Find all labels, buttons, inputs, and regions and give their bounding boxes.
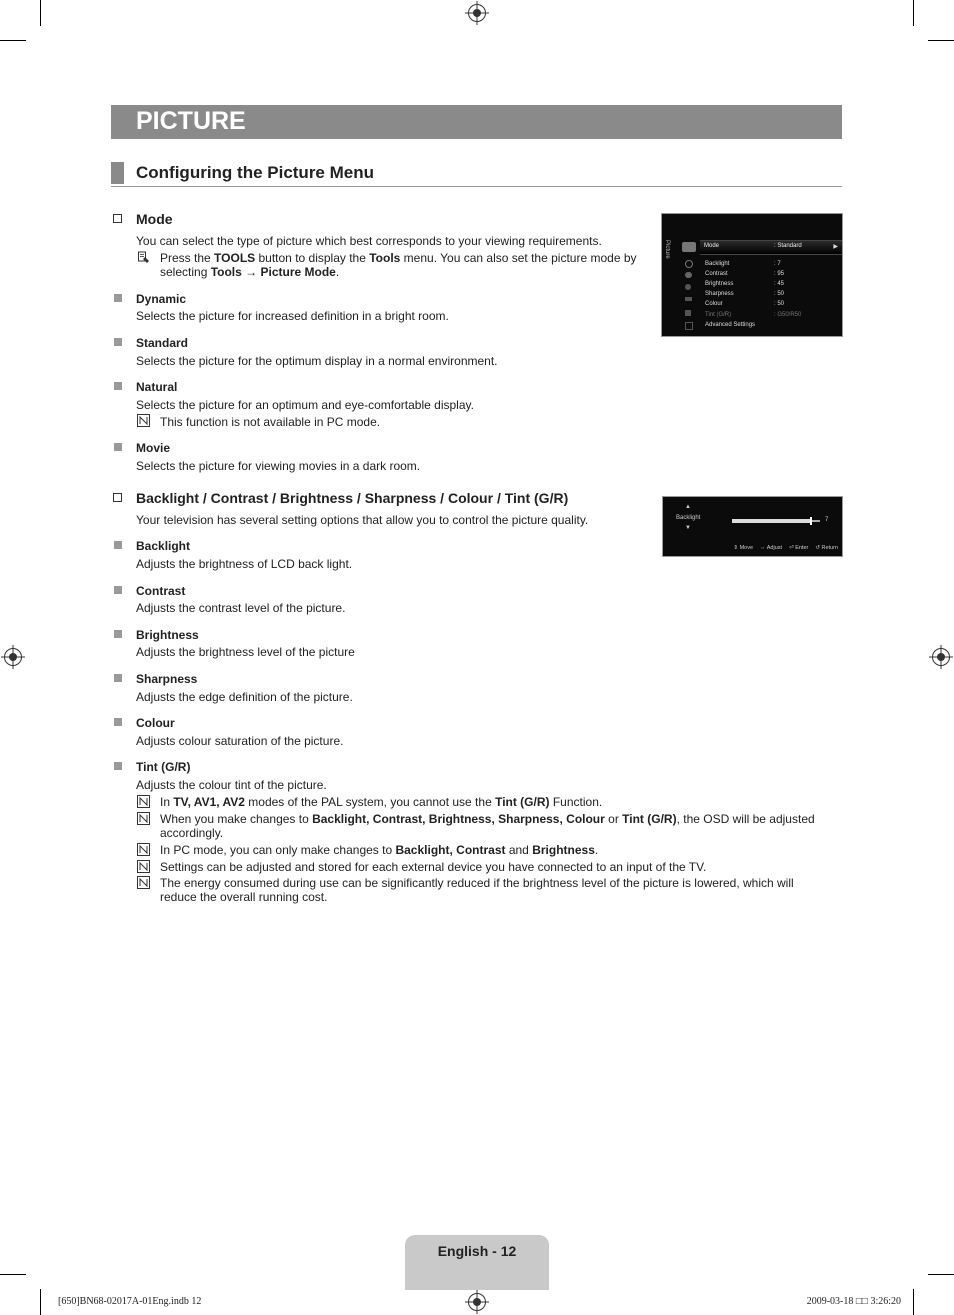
osd-hint-bar: [733, 545, 838, 551]
osd-slider-label: Backlight: [676, 515, 701, 521]
mode-intro: You can select the type of picture which best corresponds to your viewing requirements.: [136, 234, 602, 248]
osd-row-value: : G50/R50: [774, 312, 802, 318]
square-bullet-icon: [114, 382, 122, 390]
note-bold: Backlight, Contrast, Brightness, Sharpness, Colour: [312, 812, 605, 826]
section-bar: [111, 162, 124, 184]
osd-row-value: : 50: [774, 291, 785, 297]
osd-row-label: Backlight: [705, 261, 730, 267]
note-bold: Brightness: [532, 843, 595, 857]
adjust-intro: Your television has several setting options that allow you to control the picture quality.: [136, 513, 589, 527]
adjust-item-title: Colour: [136, 716, 175, 730]
registration-mark-icon: [468, 1293, 486, 1311]
crop-mark: [0, 40, 26, 41]
osd-row-label: Contrast: [705, 271, 728, 277]
hint-adjust: [760, 545, 782, 551]
crop-mark: [928, 40, 954, 41]
mode-item-title: Dynamic: [136, 292, 187, 306]
registration-mark-icon: [932, 648, 950, 666]
osd-slider-value: 7: [825, 517, 829, 523]
square-bullet-icon: [114, 294, 122, 302]
note-text: , the OSD will be adjusted accordingly.: [160, 812, 815, 840]
note-icon: [137, 795, 150, 808]
note-icon: [137, 812, 150, 825]
osd-menu-row: [705, 271, 835, 277]
adjust-item-desc: Adjusts the brightness of LCD back light.: [136, 557, 353, 571]
hint-move: [733, 545, 753, 551]
mode-item-desc: Selects the picture for viewing movies in a dark room.: [136, 459, 421, 473]
adjust-item-title: Brightness: [136, 628, 199, 642]
mode-heading: Mode: [136, 211, 173, 227]
square-bullet-icon: [114, 718, 122, 726]
adjust-item-desc: Adjusts colour saturation of the picture.: [136, 734, 344, 748]
osd-selected-row: [700, 240, 842, 255]
crop-mark: [913, 0, 914, 26]
adjust-item-title: Tint (G/R): [136, 760, 191, 774]
square-bullet-icon: [114, 586, 122, 594]
osd-menu-row: [705, 291, 835, 297]
osd-slider-knob[interactable]: [810, 517, 812, 525]
section-header: [111, 161, 842, 187]
osd-row-label: Advanced Settings: [705, 322, 756, 328]
osd-menu-row: [705, 322, 835, 328]
square-bullet-icon: [114, 674, 122, 682]
adjust-item-title: Contrast: [136, 584, 186, 598]
note-text: In: [160, 795, 174, 809]
print-timestamp: 2009-03-18 □□ 3:26:20: [806, 1296, 901, 1307]
osd-menu-row: [705, 312, 835, 318]
note-bold: Tint (G/R): [622, 812, 677, 826]
tip-bold: Tools → Picture Mode: [210, 265, 336, 279]
osd-icon-column: [679, 240, 699, 332]
osd-picture-menu: [661, 213, 843, 337]
osd-row-label: Colour: [705, 301, 723, 307]
note-osd: [160, 812, 830, 840]
note-text: modes of the PAL system, you cannot use the: [244, 795, 496, 809]
osd-selected-label: Mode: [704, 243, 720, 249]
note-icon: [137, 414, 150, 427]
note-pc-mode: [160, 843, 830, 857]
return-icon: ↺: [815, 545, 820, 551]
note-text: or: [604, 812, 623, 826]
osd-slider-track[interactable]: [732, 520, 820, 522]
adjust-item-desc: Adjusts the contrast level of the picture.: [136, 601, 346, 615]
tip-text: Press the: [160, 251, 215, 265]
osd-row-label: Sharpness: [705, 291, 734, 297]
hint-label: Move: [739, 545, 754, 551]
tip-bold: TOOLS: [214, 251, 256, 265]
hint-enter: [789, 545, 808, 551]
osd-menu-row: [705, 281, 835, 287]
hint-label: Adjust: [766, 545, 783, 551]
note-bold: Backlight, Contrast: [395, 843, 506, 857]
crop-mark: [40, 1289, 41, 1315]
note-pal: [160, 795, 830, 809]
osd-slider-fill: [732, 519, 811, 523]
down-arrow-icon: ▼: [685, 525, 691, 531]
mode-item-title: Movie: [136, 441, 171, 455]
up-down-arrows-icon: ⇕: [733, 545, 739, 551]
osd-row-label: Brightness: [705, 281, 734, 287]
natural-note: This function is not available in PC mode.: [160, 415, 381, 429]
support-icon: [685, 322, 693, 330]
tools-tip: [160, 251, 660, 279]
page-title-banner: [111, 105, 842, 139]
osd-menu-row: [705, 261, 835, 267]
adjust-heading: Backlight / Contrast / Brightness / Sharpness / Colour / Tint (G/R): [136, 490, 569, 506]
application-icon: [685, 310, 691, 316]
mode-item-desc: Selects the picture for the optimum display in a normal environment.: [136, 354, 498, 368]
square-bullet-icon: [114, 762, 122, 770]
adjust-item-desc: Adjusts the edge definition of the picture.: [136, 690, 353, 704]
adjust-item-desc: Adjusts the brightness level of the picture: [136, 645, 355, 659]
osd-row-label: Tint (G/R): [705, 312, 732, 318]
osd-selected-value: : Standard: [774, 243, 802, 249]
mode-item-title: Natural: [136, 380, 178, 394]
note-bold: Tint (G/R): [495, 795, 550, 809]
crop-mark: [928, 1274, 954, 1275]
up-arrow-icon: ▲: [685, 504, 691, 510]
adjust-item-desc: Adjusts the colour tint of the picture.: [136, 778, 327, 792]
note-text: .: [594, 843, 599, 857]
input-icon: [685, 297, 692, 301]
adjust-item-title: Sharpness: [136, 672, 198, 686]
page-number: English - 12: [437, 1243, 517, 1259]
picture-icon: [682, 242, 696, 252]
page-title: PICTURE: [136, 107, 246, 135]
hint-label: Enter: [795, 545, 809, 551]
osd-row-value: : 45: [774, 281, 785, 287]
osd-backlight-slider: [662, 496, 843, 557]
crop-mark: [913, 1289, 914, 1315]
hint-return: [815, 545, 838, 551]
mode-item-title: Standard: [136, 336, 189, 350]
file-info: [650]BN68-02017A-01Eng.indb 12: [58, 1296, 202, 1307]
crop-mark: [0, 1274, 26, 1275]
sound-icon: [685, 260, 693, 268]
square-bullet-icon: [114, 443, 122, 451]
setup-icon: [685, 284, 691, 290]
channel-icon: [685, 272, 692, 278]
checkbox-bullet-icon: [113, 214, 122, 223]
crop-mark: [40, 0, 41, 26]
tip-text: button to display the: [255, 251, 370, 265]
note-external: Settings can be adjusted and stored for each external device you have connected to an input of the TV.: [160, 860, 707, 874]
arrow-right-icon: ▶: [833, 244, 838, 250]
note-bold: TV, AV1, AV2: [173, 795, 245, 809]
osd-side-label: Picture: [664, 240, 670, 259]
mode-item-desc: Selects the picture for increased definition in a bright room.: [136, 309, 449, 323]
adjust-item-title: Backlight: [136, 539, 191, 553]
tip-text: menu. You can also set the picture mode by selecting: [160, 251, 637, 279]
enter-icon: ⏎: [789, 545, 794, 551]
page-number-tab: [405, 1235, 549, 1290]
registration-mark-icon: [468, 4, 486, 22]
tip-bold: Tools: [369, 251, 401, 265]
note-text: In PC mode, you can only make changes to: [160, 843, 396, 857]
note-energy: The energy consumed during use can be significantly reduced if the brightness level of the picture is lowered, which will reduce the overall running cost.: [160, 876, 794, 904]
note-text: Function.: [549, 795, 603, 809]
hint-label: Return: [821, 545, 838, 551]
left-right-arrows-icon: ⇔: [760, 545, 766, 551]
registration-mark-icon: [4, 648, 22, 666]
osd-row-value: : 95: [774, 271, 785, 277]
osd-row-value: : 7: [774, 261, 781, 267]
note-icon: [137, 860, 150, 873]
note-icon: [137, 843, 150, 856]
osd-row-value: : 50: [774, 301, 785, 307]
tip-text: .: [335, 265, 340, 279]
square-bullet-icon: [114, 541, 122, 549]
tools-remote-icon: [137, 251, 150, 264]
osd-menu-row: [705, 301, 835, 307]
checkbox-bullet-icon: [113, 493, 122, 502]
note-icon: [137, 876, 150, 889]
square-bullet-icon: [114, 338, 122, 346]
note-text: and: [505, 843, 533, 857]
section-title: Configuring the Picture Menu: [136, 163, 374, 182]
mode-item-desc: Selects the picture for an optimum and eye-comfortable display.: [136, 398, 474, 412]
note-text: When you make changes to: [160, 812, 313, 826]
square-bullet-icon: [114, 630, 122, 638]
